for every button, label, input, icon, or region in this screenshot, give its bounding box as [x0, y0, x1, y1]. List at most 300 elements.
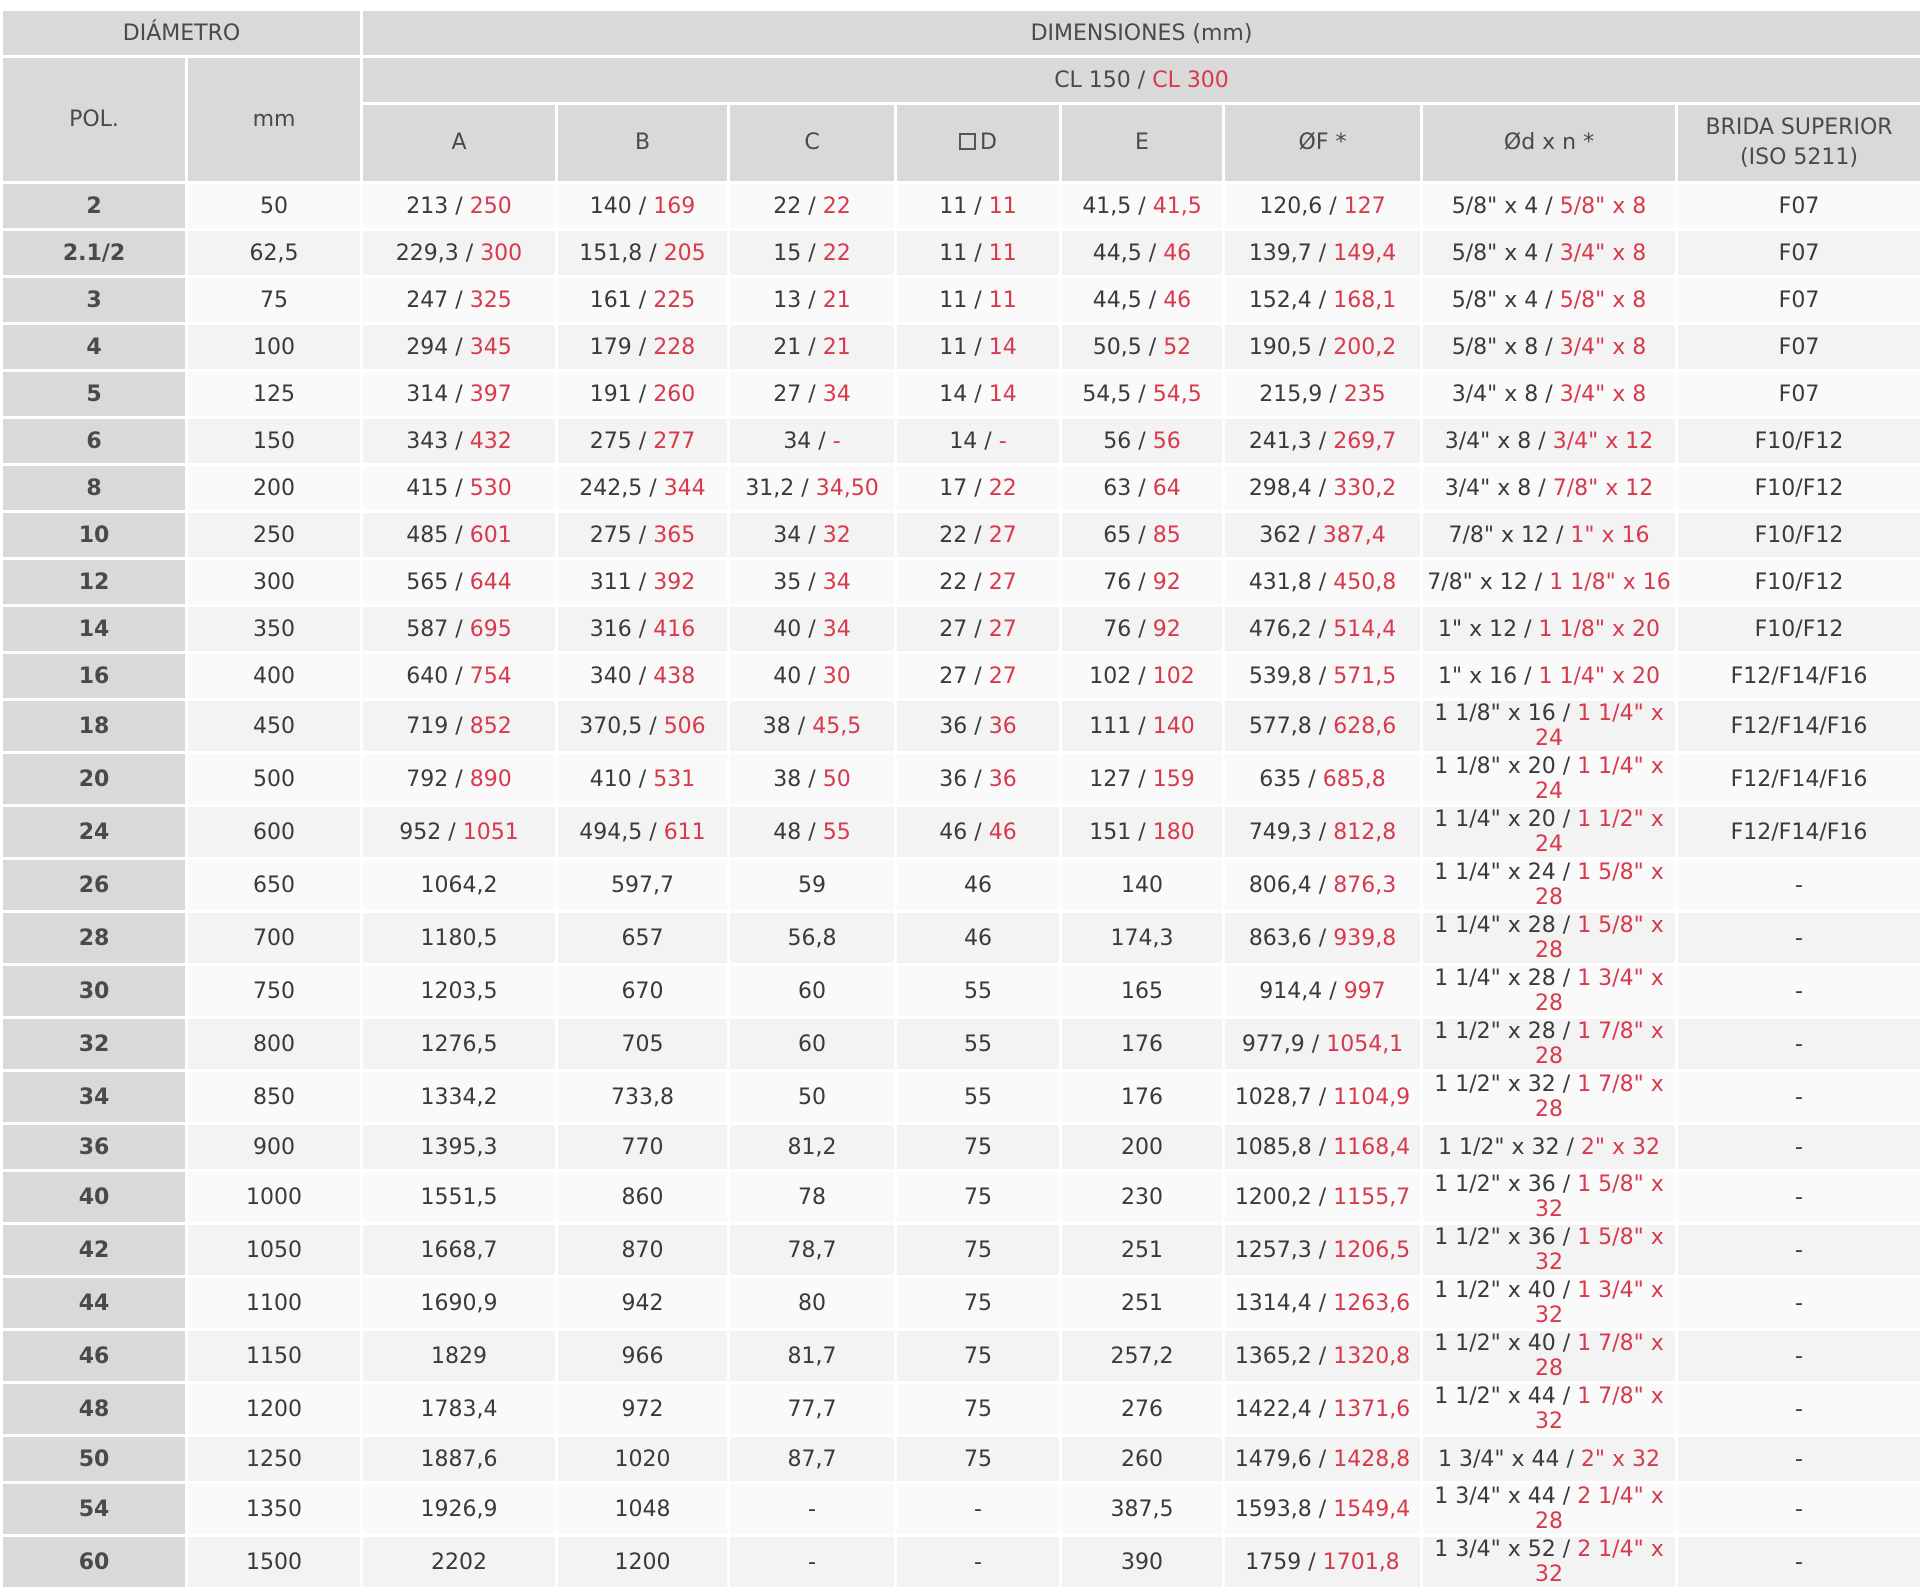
value-cl300: 3/4" x 8	[1560, 382, 1647, 407]
value-cl150: 140	[1121, 873, 1163, 898]
cell-dxn	[1422, 512, 1677, 559]
cell-brida: F12/F14/F16	[1677, 806, 1920, 859]
value-cl300: 46	[1163, 241, 1191, 266]
value-cl150: 1314,4	[1235, 1291, 1312, 1316]
value-cl150: 431,8	[1249, 570, 1312, 595]
cell-c	[729, 559, 896, 606]
value-cl150: 165	[1121, 979, 1163, 1004]
value-cl300: 3/4" x 12	[1553, 429, 1654, 454]
value-separator: /	[1538, 288, 1559, 313]
value-cl150: 1551,5	[421, 1185, 498, 1210]
value-separator: /	[801, 241, 822, 266]
cell-pol: 2	[2, 183, 187, 230]
value-cl150: 63	[1103, 476, 1131, 501]
cell-pol: 30	[2, 965, 187, 1018]
cell-c	[729, 465, 896, 512]
cell-f	[1224, 183, 1422, 230]
value-cl150: 390	[1121, 1550, 1163, 1575]
table-row	[2, 700, 1920, 753]
value-cl300: 876,3	[1333, 873, 1396, 898]
value-cl300: 997	[1344, 979, 1386, 1004]
value-separator: /	[1312, 429, 1333, 454]
cell-c	[729, 1071, 896, 1124]
cell-d	[896, 1071, 1061, 1124]
cell-b	[557, 465, 729, 512]
value-cl300: 530	[470, 476, 512, 501]
value-separator: /	[1312, 1238, 1333, 1263]
value-cl150: -	[974, 1550, 982, 1575]
value-separator: /	[448, 288, 469, 313]
cell-pol: 24	[2, 806, 187, 859]
value-separator: /	[1538, 194, 1559, 219]
cell-a	[362, 230, 557, 277]
table-row	[2, 1124, 1920, 1171]
table-row	[2, 1330, 1920, 1383]
table-row	[2, 859, 1920, 912]
cell-brida: -	[1677, 1436, 1920, 1483]
cell-b	[557, 371, 729, 418]
value-cl300: 685,8	[1323, 767, 1386, 792]
header-row-top	[2, 10, 1920, 57]
cell-c	[729, 1330, 896, 1383]
value-cl300: 169	[653, 194, 695, 219]
value-cl300: 269,7	[1333, 429, 1396, 454]
cell-e	[1061, 1483, 1224, 1536]
value-cl300: 1155,7	[1333, 1185, 1410, 1210]
cell-mm: 650	[187, 859, 362, 912]
cell-c	[729, 324, 896, 371]
value-cl150: 77,7	[788, 1397, 837, 1422]
value-separator: /	[448, 617, 469, 642]
value-cl150: 78	[798, 1185, 826, 1210]
cell-mm: 750	[187, 965, 362, 1018]
cell-b	[557, 653, 729, 700]
value-cl300: 344	[664, 476, 706, 501]
cell-pol: 48	[2, 1383, 187, 1436]
value-separator: /	[1517, 617, 1538, 642]
value-cl150: 40	[773, 617, 801, 642]
value-cl150: 55	[964, 979, 992, 1004]
cell-c	[729, 512, 896, 559]
value-cl300: 27	[989, 617, 1017, 642]
cell-a	[362, 183, 557, 230]
value-separator: /	[1131, 714, 1152, 739]
value-cl150: 14	[939, 382, 967, 407]
cell-dxn	[1422, 965, 1677, 1018]
table-body	[2, 183, 1920, 1589]
value-cl150: 80	[798, 1291, 826, 1316]
cell-a	[362, 559, 557, 606]
cell-brida: F07	[1677, 183, 1920, 230]
value-cl300: 46	[989, 820, 1017, 845]
brida-label-line1: BRIDA SUPERIOR	[1705, 115, 1892, 140]
cell-dxn	[1422, 324, 1677, 371]
table-row	[2, 1224, 1920, 1277]
value-separator: /	[632, 767, 653, 792]
cell-dxn	[1422, 1536, 1677, 1589]
cell-f	[1224, 1483, 1422, 1536]
value-separator: /	[448, 767, 469, 792]
value-cl150: 174,3	[1111, 926, 1174, 951]
cell-a	[362, 1277, 557, 1330]
value-separator: /	[1312, 1344, 1333, 1369]
value-cl300: 149,4	[1333, 241, 1396, 266]
value-cl150: 494,5	[579, 820, 642, 845]
value-separator: /	[1322, 979, 1343, 1004]
cell-mm: 1250	[187, 1436, 362, 1483]
value-cl150: 242,5	[579, 476, 642, 501]
cell-b	[557, 1536, 729, 1589]
value-cl300: 260	[653, 382, 695, 407]
value-cl300: 1701,8	[1323, 1550, 1400, 1575]
cell-f	[1224, 465, 1422, 512]
value-cl150: 597,7	[611, 873, 674, 898]
cell-f	[1224, 559, 1422, 606]
value-cl150: 15	[773, 241, 801, 266]
cell-e	[1061, 1124, 1224, 1171]
value-cl300: 1320,8	[1333, 1344, 1410, 1369]
value-separator: /	[1312, 1185, 1333, 1210]
value-cl150: 161	[590, 288, 632, 313]
table-row	[2, 512, 1920, 559]
cell-e	[1061, 559, 1224, 606]
header-col-e: E	[1061, 104, 1224, 183]
value-separator: /	[1142, 335, 1163, 360]
value-separator: /	[967, 664, 988, 689]
value-separator: /	[1131, 194, 1152, 219]
value-separator: /	[1312, 241, 1333, 266]
value-separator: /	[1312, 617, 1333, 642]
cell-e	[1061, 1436, 1224, 1483]
cell-brida: F07	[1677, 324, 1920, 371]
cell-f	[1224, 965, 1422, 1018]
cell-dxn	[1422, 753, 1677, 806]
cell-c	[729, 1436, 896, 1483]
value-cl300: 11	[989, 194, 1017, 219]
value-cl300: 27	[989, 523, 1017, 548]
value-cl300: 2" x 32	[1581, 1447, 1660, 1472]
cell-d	[896, 1277, 1061, 1330]
cell-brida: -	[1677, 1277, 1920, 1330]
value-cl150: 75	[964, 1397, 992, 1422]
value-cl300: 812,8	[1333, 820, 1396, 845]
cell-dxn	[1422, 1436, 1677, 1483]
value-cl150: 38	[773, 767, 801, 792]
cell-brida: -	[1677, 1224, 1920, 1277]
value-cl300: 1206,5	[1333, 1238, 1410, 1263]
cell-e	[1061, 1071, 1224, 1124]
value-cl150: 87,7	[788, 1447, 837, 1472]
value-cl150: 1479,6	[1235, 1447, 1312, 1472]
table-row	[2, 1536, 1920, 1589]
cell-d	[896, 1330, 1061, 1383]
cell-a	[362, 606, 557, 653]
value-separator: /	[1312, 1447, 1333, 1472]
cell-mm: 300	[187, 559, 362, 606]
value-cl150: 75	[964, 1135, 992, 1160]
value-cl150: 22	[773, 194, 801, 219]
value-separator: /	[967, 714, 988, 739]
value-cl150: 76	[1103, 570, 1131, 595]
cell-f	[1224, 371, 1422, 418]
table-row	[2, 653, 1920, 700]
cell-d	[896, 512, 1061, 559]
cell-b	[557, 1171, 729, 1224]
value-cl300: 416	[653, 617, 695, 642]
value-cl300: 695	[470, 617, 512, 642]
value-cl150: 251	[1121, 1238, 1163, 1263]
value-cl300: 50	[823, 767, 851, 792]
value-cl300: 1 5/8" x 32	[1535, 1225, 1664, 1275]
cell-a	[362, 512, 557, 559]
value-separator: /	[967, 820, 988, 845]
cell-e	[1061, 965, 1224, 1018]
cell-f	[1224, 859, 1422, 912]
value-cl150: 387,5	[1111, 1497, 1174, 1522]
value-cl150: 340	[590, 664, 632, 689]
cell-c	[729, 1018, 896, 1071]
cell-mm: 200	[187, 465, 362, 512]
value-cl300: 22	[823, 194, 851, 219]
value-cl150: 1887,6	[421, 1447, 498, 1472]
cell-d	[896, 912, 1061, 965]
value-cl300: 1 7/8" x 28	[1535, 1072, 1664, 1122]
value-cl150: 54,5	[1082, 382, 1131, 407]
cell-f	[1224, 753, 1422, 806]
cell-pol: 46	[2, 1330, 187, 1383]
cell-dxn	[1422, 806, 1677, 859]
cell-mm: 700	[187, 912, 362, 965]
cell-c	[729, 1536, 896, 1589]
table-row	[2, 753, 1920, 806]
value-cl150: 485	[406, 523, 448, 548]
value-separator: /	[448, 382, 469, 407]
value-separator: /	[1538, 241, 1559, 266]
value-separator: /	[448, 570, 469, 595]
cell-f	[1224, 1124, 1422, 1171]
cell-b	[557, 806, 729, 859]
cell-b	[557, 606, 729, 653]
cell-e	[1061, 606, 1224, 653]
cell-f	[1224, 277, 1422, 324]
cell-f	[1224, 1277, 1422, 1330]
cell-e	[1061, 512, 1224, 559]
value-cl300: 890	[470, 767, 512, 792]
cell-e	[1061, 230, 1224, 277]
cell-a	[362, 1536, 557, 1589]
cell-e	[1061, 700, 1224, 753]
value-cl150: 5/8" x 4	[1452, 288, 1539, 313]
value-cl150: 190,5	[1249, 335, 1312, 360]
table-row	[2, 277, 1920, 324]
value-separator: /	[1312, 1135, 1333, 1160]
value-cl300: 11	[989, 288, 1017, 313]
cell-e	[1061, 371, 1224, 418]
brida-label-line2: (ISO 5211)	[1740, 145, 1858, 170]
value-cl150: -	[808, 1550, 816, 1575]
value-cl300: 1 1/4" x 24	[1535, 701, 1664, 751]
cell-f	[1224, 1224, 1422, 1277]
value-separator: /	[967, 767, 988, 792]
cell-c	[729, 965, 896, 1018]
value-separator: /	[642, 476, 663, 501]
value-cl150: 1203,5	[421, 979, 498, 1004]
value-separator: /	[1517, 664, 1538, 689]
value-separator: /	[1556, 807, 1577, 832]
cell-brida: -	[1677, 1536, 1920, 1589]
value-cl150: 1 1/4" x 24	[1434, 860, 1556, 885]
value-cl300: 36	[989, 767, 1017, 792]
value-separator: /	[967, 523, 988, 548]
value-cl150: 78,7	[788, 1238, 837, 1263]
value-separator: /	[1322, 194, 1343, 219]
value-cl150: 111	[1089, 714, 1131, 739]
value-cl300: 34	[823, 570, 851, 595]
value-separator: /	[632, 570, 653, 595]
value-separator: /	[801, 570, 822, 595]
cell-pol: 8	[2, 465, 187, 512]
value-cl150: 56,8	[788, 926, 837, 951]
cell-f	[1224, 1436, 1422, 1483]
value-cl150: 22	[939, 523, 967, 548]
cell-e	[1061, 912, 1224, 965]
cell-brida: F12/F14/F16	[1677, 653, 1920, 700]
cell-e	[1061, 1171, 1224, 1224]
value-cl300: 1 3/4" x 32	[1535, 1278, 1664, 1328]
value-separator: /	[1559, 1135, 1580, 1160]
value-cl150: 34	[783, 429, 811, 454]
cell-dxn	[1422, 277, 1677, 324]
value-cl150: 1334,2	[421, 1085, 498, 1110]
value-cl150: 81,2	[788, 1135, 837, 1160]
value-cl300: 27	[989, 570, 1017, 595]
table-row	[2, 1171, 1920, 1224]
cell-pol: 20	[2, 753, 187, 806]
value-cl300: -	[999, 429, 1007, 454]
cell-mm: 1500	[187, 1536, 362, 1589]
cell-a	[362, 418, 557, 465]
value-cl300: -	[833, 429, 841, 454]
value-separator: /	[1556, 860, 1577, 885]
cell-pol: 12	[2, 559, 187, 606]
cell-f	[1224, 1383, 1422, 1436]
value-separator: /	[1301, 767, 1322, 792]
cell-f	[1224, 418, 1422, 465]
cell-dxn	[1422, 1171, 1677, 1224]
value-separator: /	[794, 476, 815, 501]
value-separator: /	[632, 429, 653, 454]
value-cl300: 1 1/8" x 16	[1549, 570, 1671, 595]
value-separator: /	[1556, 1331, 1577, 1356]
table-row	[2, 965, 1920, 1018]
value-cl150: 27	[939, 617, 967, 642]
value-cl300: 32	[823, 523, 851, 548]
value-separator: /	[1312, 820, 1333, 845]
value-cl300: 1 5/8" x 28	[1535, 913, 1664, 963]
value-separator: /	[448, 335, 469, 360]
cell-c	[729, 1483, 896, 1536]
cell-mm: 62,5	[187, 230, 362, 277]
value-cl150: 55	[964, 1085, 992, 1110]
value-separator: /	[632, 335, 653, 360]
cell-f	[1224, 324, 1422, 371]
cell-brida: F12/F14/F16	[1677, 700, 1920, 753]
cell-dxn	[1422, 1483, 1677, 1536]
value-cl150: 5/8" x 8	[1452, 335, 1539, 360]
value-cl150: 7/8" x 12	[1448, 523, 1549, 548]
value-cl150: 316	[590, 617, 632, 642]
cell-pol: 32	[2, 1018, 187, 1071]
value-separator: /	[642, 241, 663, 266]
value-cl300: 92	[1153, 570, 1181, 595]
cell-f	[1224, 230, 1422, 277]
cell-brida: F10/F12	[1677, 512, 1920, 559]
header-col-a: A	[362, 104, 557, 183]
value-cl150: 1085,8	[1235, 1135, 1312, 1160]
value-separator: /	[801, 288, 822, 313]
cell-dxn	[1422, 418, 1677, 465]
cell-f	[1224, 806, 1422, 859]
value-cl150: 140	[590, 194, 632, 219]
value-cl150: 749,3	[1249, 820, 1312, 845]
value-cl300: 7/8" x 12	[1553, 476, 1654, 501]
value-cl150: 1668,7	[421, 1238, 498, 1263]
cell-pol: 34	[2, 1071, 187, 1124]
value-cl300: 1371,6	[1333, 1397, 1410, 1422]
value-separator: /	[448, 429, 469, 454]
cell-b	[557, 1277, 729, 1330]
value-cl300: 2 1/4" x 28	[1535, 1484, 1664, 1534]
value-cl150: 5/8" x 4	[1452, 241, 1539, 266]
cell-mm: 600	[187, 806, 362, 859]
value-cl150: 200	[1121, 1135, 1163, 1160]
cell-a	[362, 1483, 557, 1536]
cell-pol: 2.1/2	[2, 230, 187, 277]
cell-dxn	[1422, 859, 1677, 912]
value-cl150: 1 3/4" x 52	[1434, 1537, 1556, 1562]
value-cl300: 205	[664, 241, 706, 266]
class-300-label: CL 300	[1152, 68, 1229, 93]
value-separator: /	[801, 335, 822, 360]
cell-d	[896, 1483, 1061, 1536]
cell-b	[557, 1483, 729, 1536]
value-cl300: 852	[470, 714, 512, 739]
value-cl150: 1" x 12	[1438, 617, 1517, 642]
value-separator: /	[967, 617, 988, 642]
cell-b	[557, 1124, 729, 1171]
cell-brida: -	[1677, 859, 1920, 912]
cell-pol: 40	[2, 1171, 187, 1224]
cell-dxn	[1422, 559, 1677, 606]
table-row	[2, 1277, 1920, 1330]
value-separator: /	[1556, 1172, 1577, 1197]
value-cl150: 719	[406, 714, 448, 739]
value-cl150: 55	[964, 1032, 992, 1057]
value-cl150: 81,7	[788, 1344, 837, 1369]
value-cl300: 64	[1153, 476, 1181, 501]
value-cl300: 5/8" x 8	[1560, 288, 1647, 313]
value-cl150: 1048	[615, 1497, 671, 1522]
value-cl150: 11	[939, 194, 967, 219]
header-col-f: ØF *	[1224, 104, 1422, 183]
cell-c	[729, 418, 896, 465]
value-separator: /	[1312, 1397, 1333, 1422]
value-cl300: 200,2	[1333, 335, 1396, 360]
cell-mm: 1000	[187, 1171, 362, 1224]
value-cl300: 27	[989, 664, 1017, 689]
cell-brida: F10/F12	[1677, 559, 1920, 606]
cell-mm: 350	[187, 606, 362, 653]
